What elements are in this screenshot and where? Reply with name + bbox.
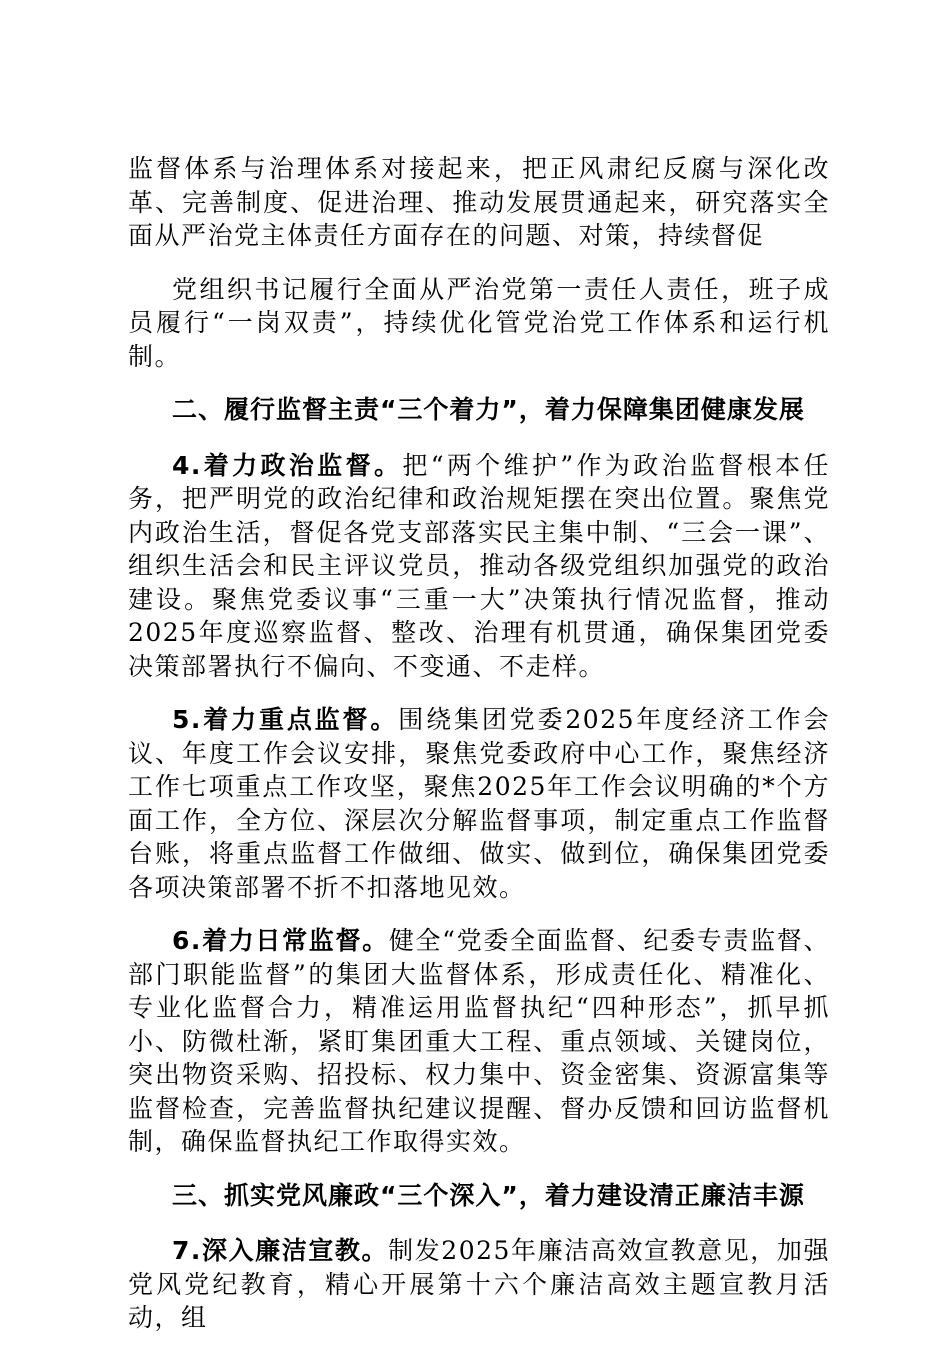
item-5-text: 围绕集团党委2025年度经济工作会议、年度工作会议安排，聚焦党委政府中心工作，聚焦经济工作七项重点工作攻坚，聚焦2025年工作会议明确的*个方面工作，全方位、深层次分解监督事项，制定重点工作监督台账，将重点监督工作做细、做实、做到位，确保集团党委各项决策部署不折不扣落地见效。 xyxy=(128,705,830,902)
paragraph-continuation: 监督体系与治理体系对接起来，把正风肃纪反腐与深化改革、完善制度、促进治理、推动发展贯通起来，研究落实全面从严治党主体责任方面存在的问题、对策，持续督促 xyxy=(128,154,830,250)
document-body xyxy=(128,152,830,1355)
item-6-text: 健全“党委全面监督、纪委专责监督、部门职能监督”的集团大监督体系，形成责任化、精准化、专业化监督合力，精准运用监督执纪“四种形态”，抓早抓小、防微杜渐，紧盯集团重大工程、重点领域、关键岗位，突出物资采购、招投标、权力集中、资金密集、资源富集等监督检查，完善监督执纪建议提醒、督办反馈和回访监督机制，确保监督执纪工作取得实效。 xyxy=(128,926,830,1156)
item-5-lead: 5.着力重点监督。 xyxy=(172,705,399,734)
item-6-lead: 6.着力日常监督。 xyxy=(172,926,389,955)
section-heading-2: 二、履行监督主责“三个着力”，着力保障集团健康发展 xyxy=(172,395,805,424)
paragraph-item-5 xyxy=(128,703,830,904)
paragraph-item-7 xyxy=(128,1234,830,1335)
item-4-text: 把“两个维护”作为政治监督根本任务，把严明党的政治纪律和政治规矩摆在突出位置。聚焦党内政治生活，督促各党支部落实民主集中制、“三会一课”、组织生活会和民主评议党员，推动各级党组织加强党的政治建设。聚焦党委议事“三重一大”决策执行情况监督，推动2025年度巡察监督、整改、治理有机贯通，确保集团党委决策部署执行不偏向、不变通、不走样。 xyxy=(128,450,830,681)
item-7-text: 制发2025年廉洁高效宣教意见，加强党风党纪教育，精心开展第十六个廉洁高效主题宣教月活动，组 xyxy=(128,1236,830,1332)
paragraph-item-6 xyxy=(128,924,830,1159)
paragraph-item-4 xyxy=(128,449,830,684)
item-7-lead: 7.深入廉洁宣教。 xyxy=(172,1236,389,1265)
item-4-lead: 4.着力政治监督。 xyxy=(172,450,403,480)
paragraph-secretary-responsibility: 党组织书记履行全面从严治党第一责任人责任，班子成员履行“一岗双责”，持续优化管党治党工作体系和运行机制。 xyxy=(128,274,830,371)
section-heading-3: 三、抓实党风廉政“三个深入”，着力建设清正廉洁丰源 xyxy=(172,1180,805,1210)
